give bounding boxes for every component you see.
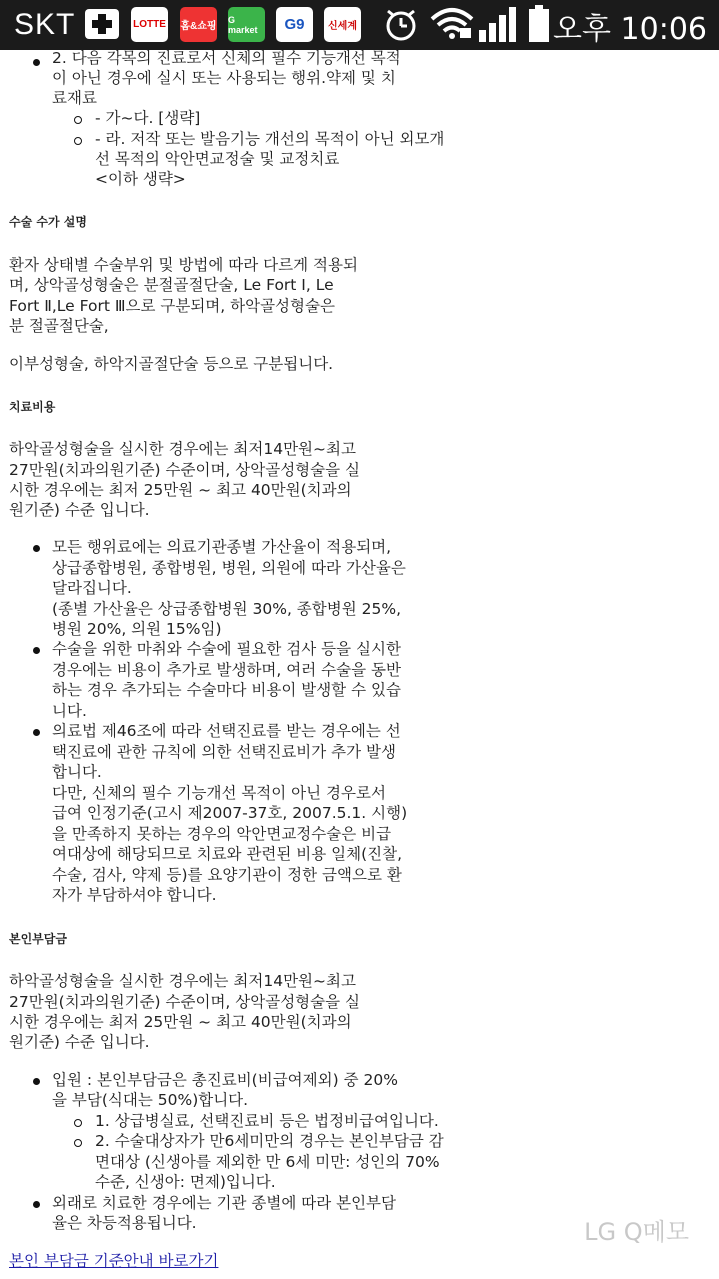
wifi-icon xyxy=(430,7,474,41)
text-line: 면대상 (신생아를 제외한 만 6세 미만: 성인의 70% xyxy=(95,1153,440,1171)
text-line: 며, 상악골성형술은 분절골절단술, Le Fort Ⅰ, Le xyxy=(9,276,334,294)
text-line: 이부성형술, 하악지골절단술 등으로 구분됩니다. xyxy=(9,355,334,373)
text-line: 1. 상급병실료, 선택진료비 등은 법정비급여입니다. xyxy=(95,1112,439,1130)
g9-app-icon: G9 xyxy=(276,7,313,42)
bullet-dot xyxy=(33,647,40,654)
text-line: 원기준) 수준 입니다. xyxy=(9,501,150,519)
bullet-dot xyxy=(33,1078,40,1085)
text-line: 율은 차등적용됩니다. xyxy=(52,1214,197,1232)
text-line: 수술을 위한 마취와 수술에 필요한 검사 등을 실시한 xyxy=(52,640,401,658)
homeshopping-app-icon: 홈&쇼핑 xyxy=(180,7,217,42)
battery-icon xyxy=(528,7,550,41)
text-line: 택진료에 관한 규칙에 의한 선택진료비가 추가 발생 xyxy=(52,743,396,761)
text-line: 27만원(치과의원기준) 수준이며, 상악골성형술을 실 xyxy=(9,461,360,479)
text-line: (종별 가산율은 상급종합병원 30%, 종합병원 25%, xyxy=(52,600,402,618)
text-line: - 라. 저작 또는 발음기능 개선의 목적이 아닌 외모개 xyxy=(95,130,445,148)
text-line: 병원 20%, 의원 15%임) xyxy=(52,620,222,638)
text-line: 을 부담(식대는 50%)합니다. xyxy=(52,1091,249,1109)
lg-qmemo-watermark: LG Q메모 xyxy=(584,1218,689,1246)
text-line: 하는 경우 추가되는 수술마다 비용이 발생할 수 있습 xyxy=(52,681,401,699)
gmarket-app-icon: G market xyxy=(228,7,265,42)
bullet-dot xyxy=(33,59,40,66)
text-line: 을 만족하지 못하는 경우의 악안면교정수술은 비급 xyxy=(52,825,392,843)
bullet-dot xyxy=(33,1201,40,1208)
copay-guide-link[interactable]: 본인 부담금 기준안내 바로가기 xyxy=(9,1252,219,1270)
text-line: 시한 경우에는 최저 25만원 ~ 최고 40만원(치과의 xyxy=(9,1013,352,1031)
text-line: 2. 수술대상자가 만6세미만의 경우는 본인부담금 감 xyxy=(95,1132,444,1150)
text-line: 선 목적의 악안면교정술 및 교정치료 xyxy=(95,150,340,168)
text-line: 의료법 제46조에 따라 선택진료를 받는 경우에는 선 xyxy=(52,722,401,740)
bullet-dot xyxy=(33,729,40,736)
text-line: 하악골성형술을 실시한 경우에는 최저14만원~최고 xyxy=(9,440,356,458)
text-line: 경우에는 비용이 추가로 발생하며, 여러 수술을 동반 xyxy=(52,661,401,679)
text-line: 2. 다음 각목의 진료로서 신체의 필수 기능개선 목적 xyxy=(52,49,401,67)
text-line: 료재료 xyxy=(52,89,97,107)
text-line: - 가~다. [생략] xyxy=(95,109,201,127)
text-line: 모든 행위료에는 의료기관종별 가산율이 적용되며, xyxy=(52,538,392,556)
clock-time: 오후 10:06 xyxy=(553,12,707,47)
text-line: 분 절골절단술, xyxy=(9,317,109,335)
section-heading-copay: 본인부담금 xyxy=(9,932,67,946)
sub-bullet-circle xyxy=(74,1119,82,1127)
text-line: 수준, 신생아: 면제)입니다. xyxy=(95,1173,276,1191)
sub-bullet-circle xyxy=(74,1139,82,1147)
text-line: 입원 : 본인부담금은 총진료비(비급여제외) 중 20% xyxy=(52,1071,398,1089)
text-line: 다만, 신체의 필수 기능개선 목적이 아닌 경우로서 xyxy=(52,784,386,802)
section-heading-surgery: 수술 수가 설명 xyxy=(9,215,87,229)
text-line: 외래로 치료한 경우에는 기관 종별에 따라 본인부담 xyxy=(52,1194,396,1212)
document-content xyxy=(0,40,719,1279)
signal-icon xyxy=(478,7,520,41)
lotte-app-icon: LOTTE xyxy=(131,7,168,42)
shinsegae-app-icon: 신세계 xyxy=(324,7,361,42)
text-line: 수술, 검사, 약제 등)를 요양기관이 정한 금액으로 환 xyxy=(52,866,402,884)
text-line: Fort Ⅱ,Le Fort Ⅲ으로 구분되며, 하악골성형술은 xyxy=(9,297,335,315)
text-line: 자가 부담하셔야 합니다. xyxy=(52,886,217,904)
text-line: 달라집니다. xyxy=(52,579,132,597)
text-line: 시한 경우에는 최저 25만원 ~ 최고 40만원(치과의 xyxy=(9,481,352,499)
medical-cross-icon xyxy=(84,7,120,41)
text-line: 상급종합병원, 종합병원, 병원, 의원에 따라 가산율은 xyxy=(52,559,406,577)
text-line: 이 아닌 경우에 실시 또는 사용되는 행위.약제 및 치 xyxy=(52,69,396,87)
sub-bullet-circle xyxy=(74,116,82,124)
text-line: 원기준) 수준 입니다. xyxy=(9,1033,150,1051)
section-heading-cost: 치료비용 xyxy=(9,400,56,414)
text-line: 여대상에 해당되므로 치료와 관련된 비용 일체(진찰, xyxy=(52,845,403,863)
bullet-dot xyxy=(33,545,40,552)
text-line: 급여 인정기준(고시 제2007-37호, 2007.5.1. 시행) xyxy=(52,804,408,822)
text-line: <이하 생략> xyxy=(95,170,186,188)
text-line: 합니다. xyxy=(52,763,102,781)
alarm-icon xyxy=(382,7,420,41)
text-line: 하악골성형술을 실시한 경우에는 최저14만원~최고 xyxy=(9,972,356,990)
sub-bullet-circle xyxy=(74,137,82,145)
text-line: 환자 상태별 수술부위 및 방법에 따라 다르게 적용되 xyxy=(9,256,358,274)
text-line: 니다. xyxy=(52,702,87,720)
text-line: 27만원(치과의원기준) 수준이며, 상악골성형술을 실 xyxy=(9,993,360,1011)
carrier-label: SKT xyxy=(14,8,76,41)
